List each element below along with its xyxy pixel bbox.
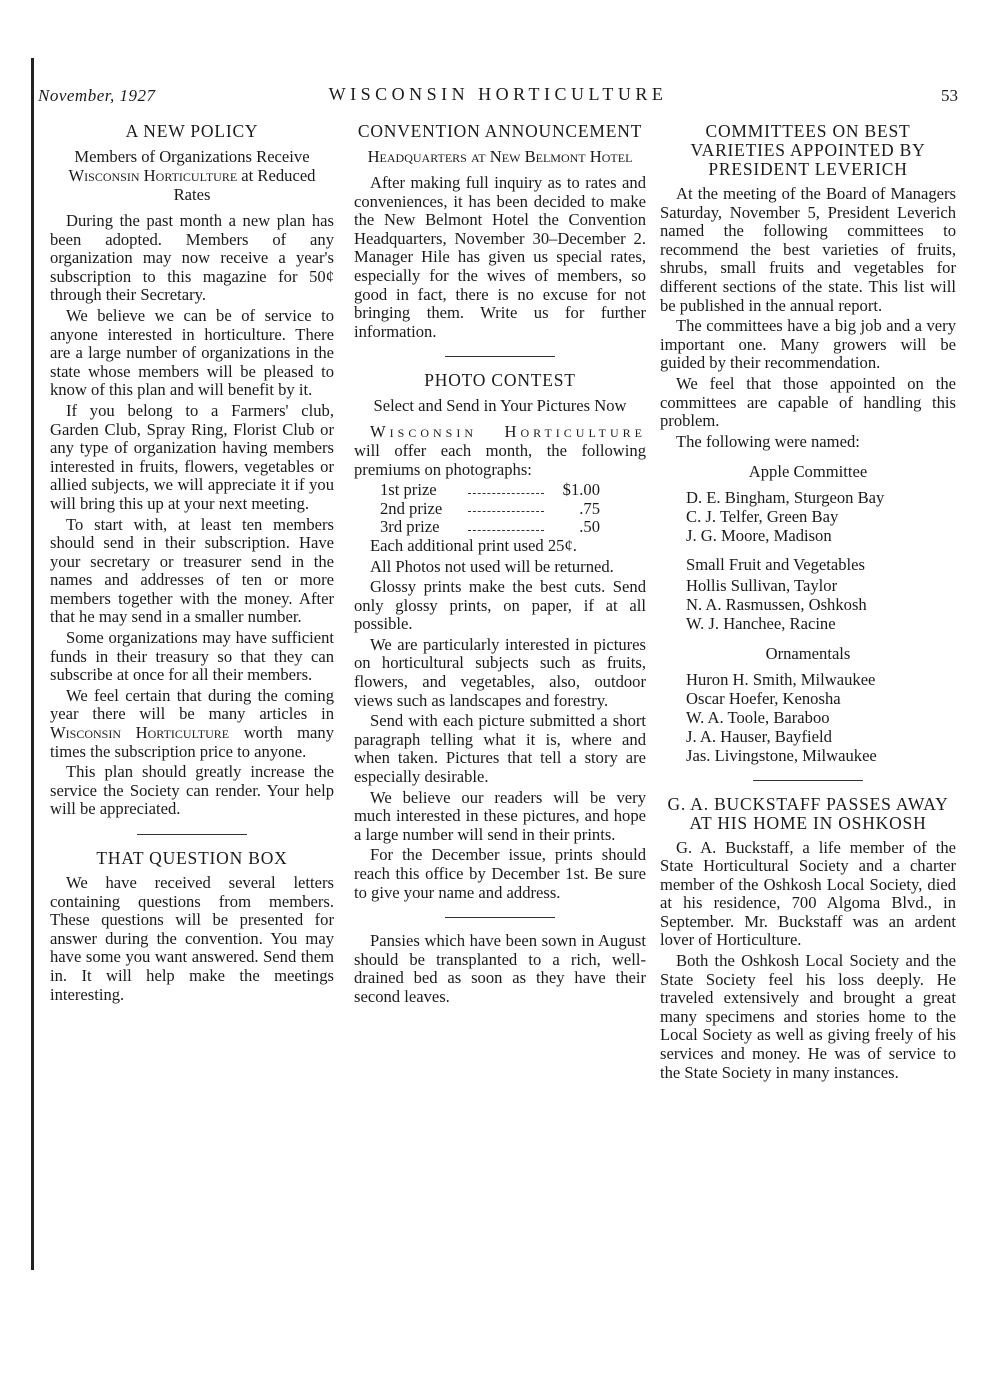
- committee-heading: Ornamentals: [765, 643, 851, 663]
- committee-members: [686, 670, 956, 765]
- buckstaff-paragraph: Both the Oshkosh Local Society and the State Society feel his loss deeply. He traveled extensively and brought a great many specimens and stories home to the Local Society as well as giving freely of his services and money. He was of service to the State Society in many instances.: [660, 951, 956, 1082]
- policy-paragraph: Some organizations may have sufficient funds in their treasury so that they can subscribe at once for all their members.: [50, 628, 334, 685]
- journal-title: WISCONSIN HORTICULTURE: [328, 84, 668, 104]
- photo-paragraph: We are particularly interested in pictures on horticultural subjects such as fruits, flowers, and vegetables, also, outdoor views such as landscapes and forestry.: [354, 634, 646, 710]
- committees-paragraph: At the meeting of the Board of Managers Saturday, November 5, President Leverich named the following committees to recommend the best varieties of fruits, shrubs, small fruits and vegetables for different sections of the state. This list will be published in the annual report.: [660, 184, 956, 315]
- policy-paragraph: If you belong to a Farmers' club, Garden Club, Spray Ring, Florist Club or any type of organization having members interested in fruits, flowers, vegetables or allied subjects, we will appreciate it if you will bring this up at your next meeting.: [50, 400, 334, 513]
- committees-paragraph: The following were named:: [676, 431, 860, 451]
- policy-paragraph: We believe we can be of service to anyone interested in horticulture. There are a large number of organizations in the state whose members will be pleased to know of this plan and will benefit by it.: [50, 305, 334, 400]
- committees-paragraph: We feel that those appointed on the committees are capable of handling this problem.: [660, 373, 956, 431]
- section-divider: [445, 356, 555, 357]
- question-box-paragraph: We have received several letters containing questions from members. These questions will be presented for answer during the convention. You may have some you want answered. Send them in. It will help make the meetings interesting.: [50, 873, 334, 1004]
- committee-heading: Small Fruit and Vegetables: [686, 554, 865, 574]
- photo-contest-title: PHOTO CONTEST: [424, 370, 576, 391]
- policy-paragraph: This plan should greatly increase the service the Society can render. Your help will be appreciated.: [50, 762, 334, 819]
- prize-row: 2nd prize .75: [380, 498, 600, 518]
- section-divider: [753, 780, 863, 781]
- committee-member: Oscar Hoefer, Kenosha: [686, 688, 841, 708]
- committee-member: W. J. Hanchee, Racine: [686, 613, 836, 633]
- committee-member: Huron H. Smith, Milwaukee: [686, 669, 876, 689]
- committee-member: N. A. Rasmussen, Oshkosh: [686, 594, 867, 614]
- committee-member: W. A. Toole, Baraboo: [686, 707, 830, 727]
- column-left: [50, 122, 334, 1006]
- photo-paragraph: Glossy prints make the best cuts. Send only glossy prints, on paper, if at all possible.: [354, 577, 646, 634]
- question-box-title: THAT QUESTION BOX: [96, 848, 288, 868]
- photo-paragraph: We believe our readers will be very much interested in these pictures, and hope a large number will send in their prints.: [354, 787, 646, 844]
- photo-paragraph: Each additional print used 25¢.: [370, 535, 577, 555]
- buckstaff-paragraph: G. A. Buckstaff, a life member of the State Horticultural Society and a charter member of the Oshkosh Local Society, died at his residence, 700 Algoma Blvd., in September. Mr. Buckstaff was an ardent lover of Horticulture.: [660, 837, 956, 950]
- committees-title: COMMITTEES ON BEST VARIETIES APPOINTED BY PRESIDENT LEVERICH: [690, 121, 926, 179]
- photo-intro: Wisconsin Horticulture will offer each month, the following premiums on photographs:: [354, 422, 646, 479]
- committee-member: J. A. Hauser, Bayfield: [686, 726, 832, 746]
- page-edge-rule: [31, 58, 34, 1270]
- policy-subtitle: Members of Organizations Receive Wisconsin Horticulture at Reduced Rates: [68, 147, 316, 204]
- convention-paragraph: After making full inquiry as to rates and conveniences, it has been decided to make the New Belmont Hotel the Convention Headquarters, November 30–December 2. Manager Hile has given us special rates, especially for the wives of members, so good in fact, there is no excuse for not bringing them. Write us for further information.: [354, 173, 646, 341]
- section-divider: [445, 917, 555, 918]
- convention-title: CONVENTION ANNOUNCEMENT: [357, 121, 643, 141]
- pansies-paragraph: Pansies which have been sown in August should be transplanted to a rich, well-drained bed as soon as they have their second leaves.: [354, 931, 646, 1006]
- committee-member: Jas. Livingstone, Milwaukee: [686, 745, 877, 765]
- policy-title: A NEW POLICY: [125, 121, 259, 141]
- committees-paragraph: The committees have a big job and a very important one. Many growers will be guided by their recommendation.: [660, 316, 956, 373]
- buckstaff-title: G. A. BUCKSTAFF PASSES AWAY AT HIS HOME IN OSHKOSH: [667, 793, 949, 833]
- photo-paragraph: For the December issue, prints should reach this office by December 1st. Be sure to give your name and address.: [354, 845, 646, 902]
- column-middle: [354, 122, 646, 1009]
- committee-members: [686, 555, 956, 633]
- committee-member: J. G. Moore, Madison: [686, 525, 832, 545]
- convention-subtitle: Headquarters at New Belmont Hotel: [367, 147, 633, 166]
- section-divider: [137, 834, 247, 835]
- prize-list: [354, 481, 646, 537]
- issue-date: November, 1927: [38, 86, 156, 105]
- committee-member: C. J. Telfer, Green Bay: [686, 506, 839, 526]
- page-number: 53: [941, 86, 958, 105]
- prize-row: 1st prize $1.00: [380, 480, 600, 500]
- policy-paragraph: To start with, at least ten members should send in their subscription. Have your secretary or treasurer send in the names and addresses of ten or more members together with the money. After that he may send in a smaller number.: [50, 514, 334, 627]
- photo-contest-subtitle: Select and Send in Your Pictures Now: [373, 396, 627, 416]
- committee-member: Hollis Sullivan, Taylor: [686, 575, 838, 595]
- policy-paragraph: During the past month a new plan has been adopted. Members of any organization may now receive a year's subscription to this magazine for 50¢ through their Secretary.: [50, 211, 334, 305]
- committee-member: D. E. Bingham, Sturgeon Bay: [686, 487, 885, 507]
- photo-paragraph: Send with each picture submitted a short paragraph telling what it is, where and when taken. Pictures that tell a story are especially desirable.: [354, 711, 646, 787]
- photo-paragraph: All Photos not used will be returned.: [370, 556, 614, 576]
- committee-members: [686, 488, 956, 545]
- committee-heading: Apple Committee: [748, 462, 868, 482]
- policy-paragraph: We feel certain that during the coming year there will be many articles in Wisconsin Horticulture worth many times the subscription price to anyone.: [50, 685, 334, 761]
- page-header: [38, 84, 958, 108]
- column-right: [660, 122, 956, 1084]
- prize-row: 3rd prize .50: [380, 517, 600, 537]
